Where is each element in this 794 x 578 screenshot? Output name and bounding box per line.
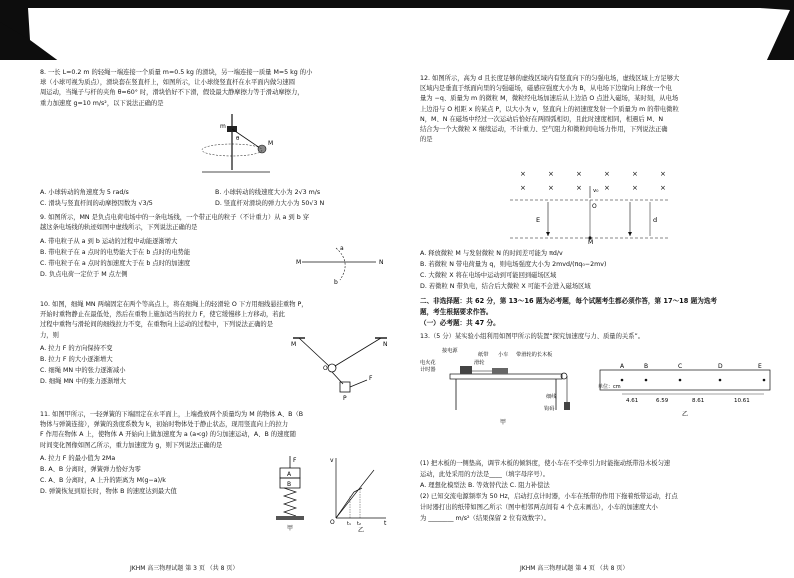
q11-figure xyxy=(262,452,392,532)
q13-label-ji: 计时器 xyxy=(420,367,436,373)
question-11 xyxy=(40,410,390,451)
q13-point-E: E xyxy=(758,363,762,370)
section-2-heading xyxy=(420,296,775,329)
q13-item-line: (2) 已知交流电源频率为 50 Hz，启动打点计时器，小车在纸带的作用下拖着纸带运动，打点 xyxy=(420,493,678,500)
q12-label-v0: v₀ xyxy=(593,188,599,194)
q8-label-theta: θ xyxy=(236,136,240,142)
q12-option-a[interactable]: A. 释放微粒 M 与发射微粒 N 的时间差可能为 πd/v xyxy=(420,250,563,257)
q13-segment-2: 6.59 xyxy=(656,398,669,404)
scan-page-edge xyxy=(0,0,794,60)
q11-option-c[interactable]: C. A、B 分离时，A 上升的距离为 M(g−a)/k xyxy=(40,477,166,484)
q13-label-jia: 甲 xyxy=(500,419,507,426)
q13-label-dian: 电火花 xyxy=(420,360,436,366)
q9-option-a[interactable]: A. 带电粒子从 a 到 b 运动的过程中动能逐渐增大 xyxy=(40,238,178,245)
q9-label-a: a xyxy=(340,245,344,252)
q13-item-options[interactable]: A. 理想化模型法 B. 等效替代法 C. 阻力补偿法 xyxy=(420,482,550,489)
q13-label-xiao: 小车 xyxy=(498,352,509,358)
q9-line: 9. 如图所示，MN 是负点电荷电场中的一条电场线，一个带正电的粒子（不计重力）从 a 到 b 穿 xyxy=(40,214,310,221)
q11-label-t: t xyxy=(384,520,387,527)
q11-label-F: F xyxy=(293,457,297,464)
q11-label-B: B xyxy=(287,481,292,488)
q9-option-c[interactable]: C. 带电粒子在 a 点时的加速度大于在 b 点时的加速度 xyxy=(40,260,191,267)
q9-option-d[interactable]: D. 负点电荷一定位于 M 点左侧 xyxy=(40,271,128,278)
q13-item-line: (1) 把木板的一侧垫高，调节木板的倾斜度，使小车在不受牵引力时能拖动纸带沿木板匀速 xyxy=(420,460,671,467)
q12-figure xyxy=(500,168,680,244)
q10-label-P: P xyxy=(343,395,347,402)
q8-option-b[interactable]: B. 小球转动的线速度大小为 2√3 m/s xyxy=(215,189,321,196)
q10-figure xyxy=(285,332,395,404)
q11-option-b[interactable]: B. A、B 分离时，弹簧弹力恰好为零 xyxy=(40,466,141,473)
section-2-subheading: （一）必考题：共 47 分。 xyxy=(420,319,500,327)
magnetic-field-cross: × xyxy=(520,184,526,192)
q8-option-a[interactable]: A. 小球转动的角速度为 5 rad/s xyxy=(40,189,129,196)
q12-line: 区域内是垂直于纸面向里的匀强磁场，磁感应强度大小为 B，从电场下边缘向上释放一个电 xyxy=(420,85,672,93)
magnetic-field-cross: × xyxy=(632,184,638,192)
q10-option-a[interactable]: A. 拉力 F 的方向保持不变 xyxy=(40,345,113,352)
q11-label-O: O xyxy=(330,519,335,526)
q9-line: 越这条电场线的轨迹如图中虚线所示，下列说法正确的是 xyxy=(40,224,198,232)
q10-option-b[interactable]: B. 拉力 F 的大小逐渐增大 xyxy=(40,356,113,363)
q8-line: 重力加速度 g=10 m/s²，以下说法正确的是 xyxy=(40,99,164,107)
q10-line: 开始时重物静止在最低处，然后在重物上施加适当的拉力 F，使它缓慢移上方移动，若此 xyxy=(40,311,285,319)
q11-options xyxy=(40,453,260,497)
q8-line: 周运动，当绳子与杆的夹角 θ=60° 时，滑块恰好不下滑，假设最大静摩擦力等于滑动摩擦力， xyxy=(40,89,304,97)
q8-option-c[interactable]: C. 滑块与竖直杆间的动摩擦因数为 √3/5 xyxy=(40,200,153,207)
q10-line: 10. 如图，细绳 MN 两端固定在两个等高点上，将在细绳上的轻滑轮 O 下方用细线悬挂重物 P， xyxy=(40,301,308,308)
q13-segment-1: 4.61 xyxy=(626,398,639,404)
left-page xyxy=(40,60,400,578)
q11-line: 11. 如图甲所示，一轻弹簧的下端固定在水平面上，上端叠放两个质量均为 M 的物体 A、B（B xyxy=(40,411,304,418)
q13-point-C: C xyxy=(678,363,683,370)
right-footer: JKHM 高三物理试题 第 4 页 （共 8 页） xyxy=(520,565,629,572)
q9-options xyxy=(40,236,270,280)
q13-label-hua: 滑轮 xyxy=(474,360,485,366)
q9-label-M: M xyxy=(296,259,302,266)
q12-line: 12. 如图所示，高为 d 且长度足够的虚线区域内有竖直向下的匀强电场，虚线区域上方足够大 xyxy=(420,75,680,82)
right-page xyxy=(420,60,770,578)
q8-option-d[interactable]: D. 竖直杆对滑块的弹力大小为 50√3 N xyxy=(215,200,325,207)
q12-label-M: M xyxy=(588,239,594,244)
q12-line: 的是 xyxy=(420,136,433,144)
q12-label-O: O xyxy=(592,203,597,210)
q12-option-d[interactable]: D. 若微粒 N 带负电，结合后大微粒 X 可能不会进入磁场区域 xyxy=(420,283,591,290)
q13-segment-4: 10.61 xyxy=(734,398,750,404)
q12-options xyxy=(420,248,770,292)
q13-label-zhi: 纸带 xyxy=(478,352,489,358)
q12-option-b[interactable]: B. 若微粒 N 带电荷量为 q，则电场强度大小为 2mvd/(πq₀−2mv) xyxy=(420,261,607,268)
q13-label-xi: 细线 xyxy=(546,394,557,400)
left-footer: JKHM 高三物理试题 第 3 页 （共 8 页） xyxy=(130,565,239,572)
q8-label-M: M xyxy=(268,140,274,147)
q9-option-b[interactable]: B. 带电粒子在 a 点时的电势能大于在 b 点时的电势能 xyxy=(40,249,191,256)
magnetic-field-cross: × xyxy=(576,184,582,192)
magnetic-field-cross: × xyxy=(548,184,554,192)
q11-label-v: v xyxy=(330,457,334,464)
q11-label-jia: 甲 xyxy=(287,525,294,532)
q13-item-line[interactable]: 运动，此处采用的方法是____（填字母序号）。 xyxy=(420,471,550,478)
q8-options xyxy=(40,187,390,209)
q13-label-jie: 接电源 xyxy=(442,348,458,354)
q13-point-B: B xyxy=(644,363,649,370)
magnetic-field-cross: × xyxy=(632,170,638,178)
q11-label-t1: t₁ xyxy=(347,521,351,527)
magnetic-field-cross: × xyxy=(660,170,666,178)
q13-apparatus-figure xyxy=(420,344,580,426)
q10-line: 力，则 xyxy=(40,331,59,339)
q11-line: F 作用在物体 A 上，使物体 A 开始向上做加速度为 a (a<g) 的匀加速运动，A、B 的速度随 xyxy=(40,431,296,439)
q12-label-d: d xyxy=(653,216,658,224)
q13-tape-unit: 单位：cm xyxy=(598,384,621,390)
question-13-items xyxy=(420,458,770,524)
question-12 xyxy=(420,74,770,145)
q11-label-yi: 乙 xyxy=(358,527,365,532)
q11-line: 时间变化图像如图乙所示，重力加速度为 g，则下列说法正确的是 xyxy=(40,441,223,449)
q12-option-c[interactable]: C. 大微粒 X 将在电场中运动到可能回到磁场区域 xyxy=(420,272,557,279)
magnetic-field-cross: × xyxy=(576,170,582,178)
q10-option-d[interactable]: D. 细绳 MN 中的张力逐渐增大 xyxy=(40,378,126,385)
q10-label-O: O xyxy=(323,365,328,372)
magnetic-field-cross: × xyxy=(660,184,666,192)
q8-line: 球（小球可视为质点），滑块套在竖直杆上，如图所示，让小球绕竖直杆在水平面内做匀速圆 xyxy=(40,79,296,87)
q10-label-F: F xyxy=(369,375,373,382)
q8-figure xyxy=(200,112,290,180)
q11-option-d[interactable]: D. 弹簧恢复到原长时，物体 B 的速度达到最大值 xyxy=(40,488,177,495)
q13-label-gou: 钩码 xyxy=(544,406,555,412)
q11-label-t2: t₂ xyxy=(357,521,361,527)
q11-option-a[interactable]: A. 拉力 F 的最小值为 2Ma xyxy=(40,455,116,462)
q13-point-A: A xyxy=(620,363,625,370)
section-2-line: 二、非选择题：共 62 分，第 13～16 题为必考题，每个试题考生都必须作答，第 17～18 题为选考 xyxy=(420,297,718,305)
q13-item-answer-line[interactable]: 为 ________ m/s²（结果保留 2 位有效数字）。 xyxy=(420,515,550,522)
q9-label-b: b xyxy=(334,279,338,286)
q8-line: 8. 一长 L=0.2 m 的轻绳一端连接一个质量 m=0.5 kg 的滑块，另一端连接一质量 M=5 kg 的小 xyxy=(40,69,313,76)
magnetic-field-cross: × xyxy=(604,184,610,192)
magnetic-field-cross: × xyxy=(548,170,554,178)
q12-line: 结合为一个大微粒 X 继续运动，不计重力、空气阻力和微粒间电场力作用，下列说法正确 xyxy=(420,126,668,134)
q13-label-ban: 带滑轮的长木板 xyxy=(516,352,553,358)
q12-line: 量为 −q、质量为 m 的微粒 M，微粒经电场加速后从上边沿 O 点进入磁场，某时刻，从电场 xyxy=(420,95,679,103)
q13-item-line: 计时器打出的纸带如图乙所示（图中相邻两点间有 4 个点未画出），小车的加速度大小 xyxy=(420,504,658,511)
section-2-line: 题，考生根据要求作答。 xyxy=(420,308,493,316)
q13-segment-3: 8.61 xyxy=(692,398,705,404)
q10-line: 过程中重物与滑轮间的细线拉力不变，在重物向上运动的过程中，下列说法正确的是 xyxy=(40,321,273,329)
q10-options xyxy=(40,343,270,387)
magnetic-field-cross: × xyxy=(520,170,526,178)
q13-point-D: D xyxy=(718,363,723,370)
q12-line: 上边沿与 O 相距 x 的某点 P，以大小为 v，竖直向上的初速度发射一个质量为 m 的带电微粒 xyxy=(420,105,679,113)
question-9 xyxy=(40,213,390,233)
q11-line: 物体与弹簧连接），弹簧的劲度系数为 k，初始时物体处于静止状态，现用竖直向上的拉力 xyxy=(40,421,289,429)
question-13-stem: 13.（5 分）某实验小组利用如图甲所示的装置“探究加速度与力、质量的关系”。 xyxy=(420,333,645,340)
q12-line: N，M、N 在磁场中经过一次运动后恰好在两圆弧相切，且此时速度相同，相遇后 M、N xyxy=(420,115,664,123)
q10-label-M: M xyxy=(291,341,297,348)
magnetic-field-cross: × xyxy=(604,170,610,178)
q9-figure xyxy=(296,240,386,286)
q10-option-c[interactable]: C. 细绳 MN 中的张力逐渐减小 xyxy=(40,367,126,374)
q9-label-N: N xyxy=(379,259,384,266)
q12-label-E: E xyxy=(536,216,541,224)
q13-tape-figure xyxy=(598,356,774,422)
q10-label-N: N xyxy=(383,341,388,348)
q13-label-yi: 乙 xyxy=(682,411,689,418)
question-8 xyxy=(40,68,390,109)
q11-label-A: A xyxy=(287,471,292,478)
q8-label-m: m xyxy=(220,123,226,130)
